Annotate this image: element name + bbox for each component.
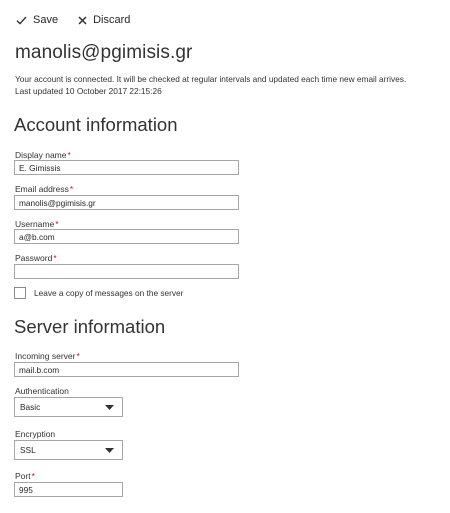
required-marker: * — [55, 219, 59, 229]
leave-copy-option[interactable] — [14, 287, 183, 299]
account-information-heading: Account information — [14, 114, 178, 135]
authentication-value: Basic — [20, 402, 41, 412]
encryption-select[interactable] — [14, 440, 123, 460]
username-label-text: Username — [15, 219, 55, 229]
authentication-label: Authentication — [15, 386, 69, 396]
close-icon — [78, 16, 87, 25]
required-marker: * — [53, 253, 57, 263]
required-marker: * — [67, 150, 71, 160]
account-title: manolis@pgimisis.gr — [15, 42, 193, 63]
port-label — [15, 471, 35, 481]
discard-button[interactable] — [78, 14, 130, 26]
display-name-label-text: Display name — [15, 150, 67, 160]
password-label-text: Password — [15, 253, 53, 263]
required-marker: * — [76, 351, 80, 361]
leave-copy-checkbox[interactable] — [14, 287, 26, 299]
email-address-input[interactable] — [14, 195, 239, 210]
account-status — [15, 74, 445, 97]
port-label-text: Port — [15, 471, 31, 481]
encryption-value: SSL — [20, 445, 36, 455]
save-button[interactable] — [16, 14, 58, 26]
password-label — [15, 253, 57, 263]
save-label: Save — [33, 14, 59, 26]
password-input[interactable] — [14, 264, 239, 279]
checkmark-icon — [16, 16, 27, 25]
status-message: Your account is connected. It will be checked at regular intervals and updated each time new email arrives. — [15, 74, 407, 84]
incoming-server-label-text: Incoming server — [15, 351, 76, 361]
email-address-label — [15, 184, 73, 194]
server-information-heading: Server information — [14, 316, 166, 337]
command-bar — [16, 14, 150, 26]
required-marker: * — [69, 184, 74, 194]
username-label — [15, 219, 59, 229]
port-input[interactable] — [14, 482, 123, 497]
display-name-label — [15, 150, 71, 160]
incoming-server-label — [15, 351, 80, 361]
required-marker: * — [31, 471, 35, 481]
email-address-label-text: Email address — [15, 184, 69, 194]
chevron-down-icon — [105, 448, 114, 453]
incoming-server-input[interactable] — [14, 362, 239, 377]
display-name-input[interactable] — [14, 160, 239, 175]
discard-label: Discard — [93, 14, 131, 26]
chevron-down-icon — [105, 405, 114, 410]
leave-copy-label: Leave a copy of messages on the server — [34, 288, 184, 298]
last-updated: Last updated 10 October 2017 22:15:26 — [15, 85, 162, 96]
encryption-label: Encryption — [15, 429, 56, 439]
authentication-select[interactable] — [14, 397, 123, 417]
username-input[interactable] — [14, 229, 239, 244]
